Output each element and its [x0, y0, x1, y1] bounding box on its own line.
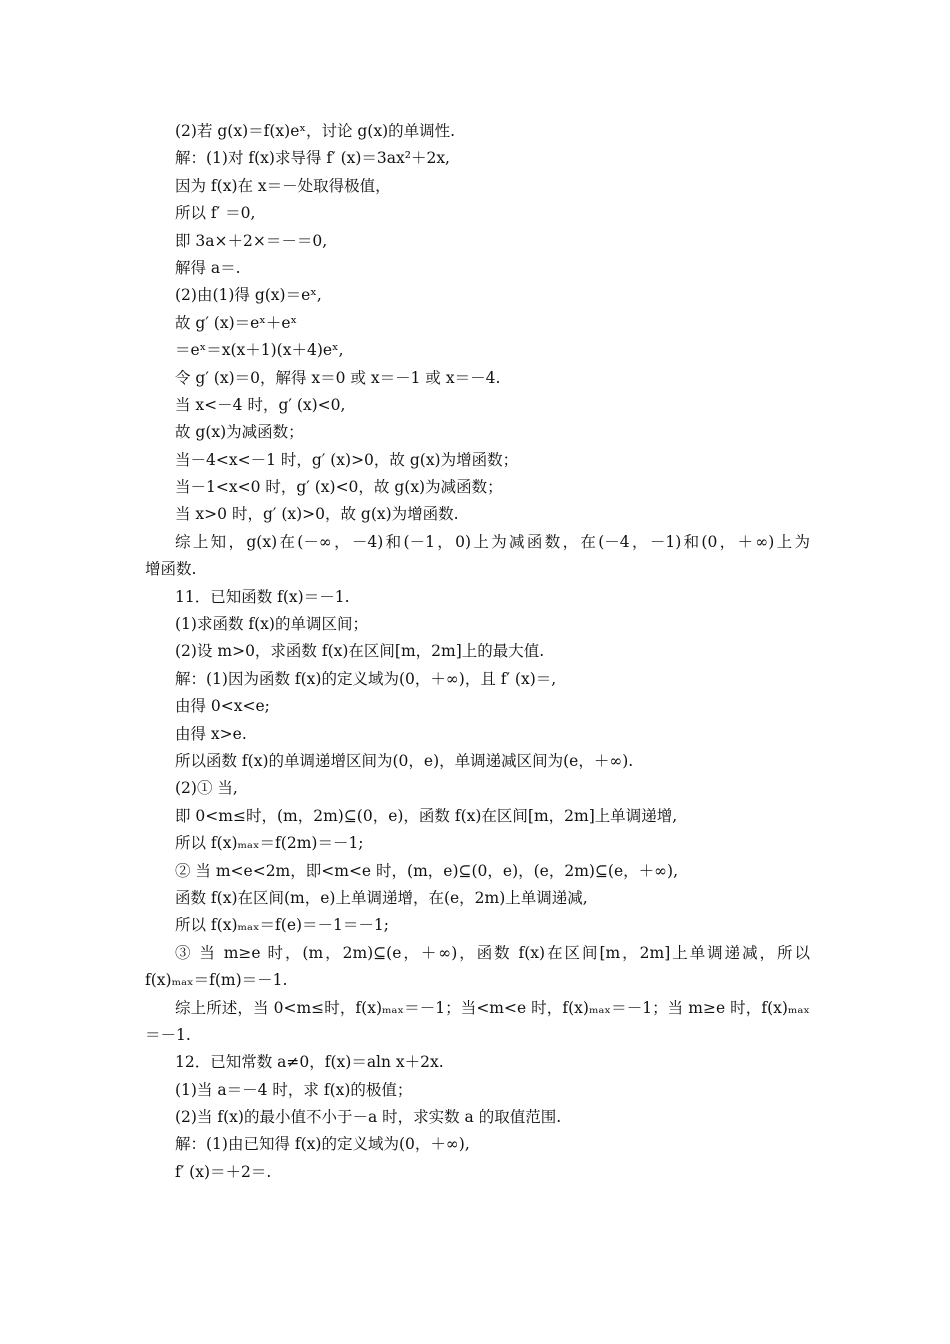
text-line: (2)由(1)得 g(x)＝eˣ, [175, 286, 322, 305]
text-line: 即 3a×＋2×＝－＝0, [175, 231, 328, 250]
text-line: f′ (x)＝＋2＝. [175, 1162, 272, 1181]
text-line: 解：(1)因为函数 f(x)的定义域为(0，＋∞)，且 f′ (x)＝, [175, 669, 557, 688]
text-line: 故 g(x)为减函数； [175, 423, 304, 442]
text-line: 即 0<m≤时，(m，2m)⊆(0，e)，函数 f(x)在区间[m，2m]上单调递增, [175, 806, 678, 825]
text-line: 综上所述，当 0<m≤时，f(x)ₘₐₓ＝－1；当<m<e 时，f(x)ₘₐₓ＝－1；当 m≥e 时，f(x)ₘₐₓ [175, 998, 810, 1017]
text-line: 故 g′ (x)＝eˣ＋eˣ [175, 313, 298, 332]
text-line: 由得 x>e. [175, 724, 247, 743]
text-line: ② 当 m<e<2m，即<m<e 时，(m，e)⊆(0，e)，(e，2m)⊆(e，＋∞), [175, 861, 679, 880]
text-line: 当－1<x<0 时，g′ (x)<0，故 g(x)为减函数； [175, 478, 503, 497]
text-line: 11．已知函数 f(x)＝－1. [175, 587, 350, 606]
text-line: 增函数. [145, 560, 197, 579]
text-line: 因为 f(x)在 x＝－处取得极值， [175, 176, 391, 195]
text-line: 所以 f(x)ₘₐₓ＝f(e)＝－1＝－1; [175, 916, 390, 935]
text-line: ＝eˣ＝x(x＋1)(x＋4)eˣ, [175, 341, 344, 360]
text-line: 综上知，g(x)在(－∞，－4)和(－1，0)上为减函数，在(－4，－1)和(0，＋∞)上为 [175, 532, 810, 551]
text-line: (2)设 m>0，求函数 f(x)在区间[m，2m]上的最大值. [175, 642, 545, 661]
text-line: 12．已知常数 a≠0，f(x)＝aln x＋2x. [175, 1053, 444, 1072]
text-line: f(x)ₘₐₓ＝f(m)＝－1. [145, 971, 288, 990]
text-line: ＝－1. [145, 1025, 191, 1044]
text-line: 当 x<－4 时，g′ (x)<0, [175, 395, 346, 414]
document-body [145, 118, 810, 1186]
text-line: 令 g′ (x)＝0，解得 x＝0 或 x＝－1 或 x＝－4. [175, 368, 501, 387]
text-line: (1)求函数 f(x)的单调区间； [175, 615, 368, 634]
text-line: (2)① 当, [175, 779, 238, 798]
text-line: 函数 f(x)在区间(m，e)上单调递增，在(e，2m)上单调递减, [175, 888, 588, 907]
text-line: (2)若 g(x)＝f(x)eˣ，讨论 g(x)的单调性. [175, 122, 456, 140]
text-line: 由得 0<x<e; [175, 697, 270, 716]
text-line: (2)当 f(x)的最小值不小于－a 时，求实数 a 的取值范围. [175, 1108, 562, 1127]
text-line: ③ 当 m≥e 时，(m，2m)⊆(e，＋∞)，函数 f(x)在区间[m，2m]上单调递减，所以 [175, 943, 810, 962]
text-line: 所以函数 f(x)的单调递增区间为(0，e)，单调递减区间为(e，＋∞). [175, 751, 634, 770]
text-line: 解：(1)由已知得 f(x)的定义域为(0，＋∞), [175, 1135, 470, 1154]
text-line: (1)当 a＝－4 时，求 f(x)的极值； [175, 1080, 413, 1099]
text-line: 解：(1)对 f(x)求导得 f′ (x)＝3ax²＋2x, [175, 149, 450, 168]
text-line: 当－4<x<－1 时，g′ (x)>0，故 g(x)为增函数； [175, 450, 519, 469]
text-line: 所以 f′ ＝0, [175, 204, 256, 223]
text-line: 当 x>0 时，g′ (x)>0，故 g(x)为增函数. [175, 505, 459, 524]
text-line: 解得 a＝. [175, 258, 241, 277]
text-line: 所以 f(x)ₘₐₓ＝f(2m)＝－1; [175, 834, 364, 853]
